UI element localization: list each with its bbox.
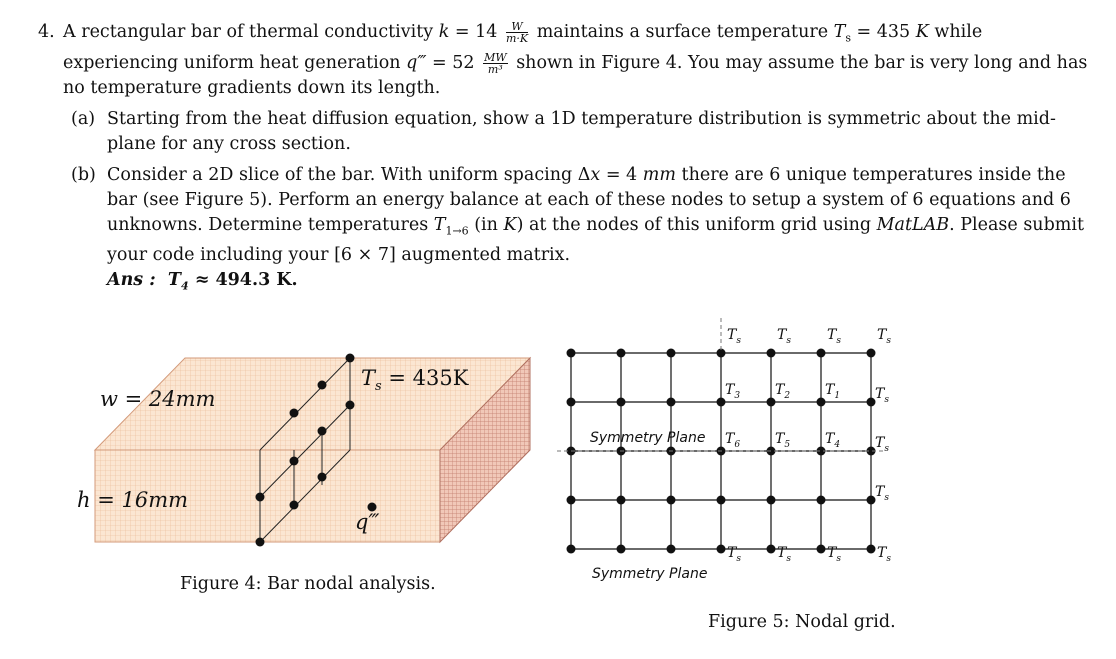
- answer-sub: 4: [180, 279, 189, 293]
- problem-number: 4.: [38, 22, 55, 42]
- text-segment: mm: [642, 164, 676, 185]
- text-segment: K: [503, 214, 517, 235]
- ts-label-var: T: [877, 327, 887, 343]
- fraction-denominator: m³: [487, 62, 503, 76]
- ts-label-sub: s: [786, 335, 791, 346]
- ts-label-sub: s: [836, 553, 841, 564]
- text-segment: = 435: [850, 22, 916, 42]
- ts-label-var: T: [875, 484, 885, 500]
- ts-label-var: T: [827, 545, 837, 561]
- grid-node: [667, 496, 676, 505]
- ts-label-sub: s: [886, 335, 891, 346]
- node-label-var: T: [825, 431, 835, 447]
- node-label-T6: [725, 431, 740, 450]
- ts-label-sub: s: [884, 394, 889, 405]
- fraction-numerator: W: [506, 21, 528, 33]
- node-label-T3: [725, 382, 740, 401]
- text-segment: k: [438, 22, 450, 42]
- ts-label-sub: s: [886, 553, 891, 564]
- ts-boundary-label: [877, 327, 891, 346]
- grid-node: [617, 349, 626, 358]
- part-b-label: (b): [71, 164, 96, 185]
- node-label-var: T: [775, 382, 785, 398]
- ts-boundary-label: [777, 545, 791, 564]
- h-label: h = 16mm: [77, 488, 189, 512]
- problem-intro: [63, 20, 1098, 101]
- ts-label-var: T: [777, 545, 787, 561]
- fraction-numerator: MW: [484, 50, 507, 64]
- text-segment: ) at the nodes of this uniform grid using: [516, 214, 877, 235]
- grid-node: [767, 496, 776, 505]
- node-label-var: T: [775, 431, 785, 447]
- grid-node: [867, 349, 876, 358]
- grid-node: [867, 545, 876, 554]
- ts-label-sub: s: [884, 492, 889, 503]
- ts-label-var: T: [727, 545, 737, 561]
- text-segment: Consider a 2D slice of the bar. With uniform spacing Δ: [107, 164, 591, 185]
- text-segment: = 52: [426, 52, 481, 73]
- text-segment: T: [833, 22, 846, 42]
- node-label-sub: 4: [834, 439, 841, 450]
- ts-label-var: T: [875, 435, 885, 451]
- text-segment: while experiencing uniform heat generation: [63, 22, 983, 73]
- text-segment: [483, 52, 508, 75]
- text-segment: 1→6: [445, 224, 469, 237]
- node-label-sub: 1: [834, 390, 841, 401]
- grid-node: [567, 545, 576, 554]
- ts-label-var: T: [877, 545, 887, 561]
- ts-label-sub: s: [836, 335, 841, 346]
- ts-label-var: T: [727, 327, 737, 343]
- node-label-sub: 6: [734, 439, 741, 450]
- ts-boundary-label: [727, 327, 741, 346]
- w-label: w = 24mm: [100, 387, 216, 411]
- answer: [107, 268, 1098, 299]
- grid-node: [717, 545, 726, 554]
- ts-label-sub: s: [884, 443, 889, 454]
- figure-4-caption: Figure 4: Bar nodal analysis.: [180, 574, 436, 594]
- grid-node: [817, 545, 826, 554]
- part-b-text: [107, 165, 1084, 266]
- node-label-var: T: [725, 431, 735, 447]
- text-segment: K: [915, 22, 929, 42]
- text-segment: MatLAB: [876, 214, 950, 235]
- text-segment: = 4: [600, 164, 643, 185]
- grid-node: [617, 398, 626, 407]
- ts-boundary-label: [827, 545, 841, 564]
- symmetry-plane-label: Symmetry Plane: [590, 430, 706, 446]
- ts-boundary-label: [727, 545, 741, 564]
- ts-label: [361, 366, 468, 394]
- part-a: [71, 107, 1098, 157]
- ts-boundary-label: [875, 435, 889, 454]
- text-segment: T: [433, 214, 446, 235]
- q-label: q‴: [355, 510, 380, 534]
- ts-label-sub: s: [736, 553, 741, 564]
- node-label-T2: [775, 382, 790, 401]
- ts-boundary-label: [877, 545, 891, 564]
- answer-var: T: [167, 270, 181, 290]
- ts-value: = 435K: [381, 366, 469, 390]
- node-label-sub: 5: [784, 439, 791, 450]
- text-segment: [506, 21, 528, 44]
- grid-node: [667, 398, 676, 407]
- grid-node: [567, 398, 576, 407]
- node-label-var: T: [825, 382, 835, 398]
- text-segment: there are 6 unique temperatures inside the bar (see Figure 5). Perform an energy balance at each of these nodes to setup a system of 6 equations and 6 unknowns. Determine temperatures: [107, 164, 1071, 235]
- text-segment: shown in Figure 4. You may assume the bar is very long and has no temperature gradients down its length.: [63, 52, 1088, 98]
- answer-value: ≈ 494.3 K.: [194, 270, 298, 290]
- grid-node: [767, 349, 776, 358]
- text-segment: = 14: [449, 22, 503, 42]
- grid-node: [817, 496, 826, 505]
- ts-label-sub: s: [786, 553, 791, 564]
- grid-node: [667, 349, 676, 358]
- figure-5-caption: Figure 5: Nodal grid.: [708, 612, 896, 632]
- ts-boundary-label: [875, 484, 889, 503]
- ts-label-var: T: [875, 386, 885, 402]
- node-label-sub: 2: [784, 390, 791, 401]
- grid-node: [617, 545, 626, 554]
- node-label-var: T: [725, 382, 735, 398]
- text-segment: . Please submit your code including your [6 × 7] augmented matrix.: [107, 214, 1085, 265]
- grid-node: [667, 545, 676, 554]
- symmetry-plane-label: Symmetry Plane: [592, 566, 708, 582]
- answer-prefix: Ans :: [107, 270, 156, 290]
- node-label-T1: [825, 382, 840, 401]
- text-segment: maintains a surface temperature: [531, 22, 834, 42]
- text-segment: A rectangular bar of thermal conductivity: [63, 22, 439, 42]
- grid-node: [567, 349, 576, 358]
- grid-node: [617, 496, 626, 505]
- part-a-text: Starting from the heat diffusion equation, show a 1D temperature distribution is symmetric about the mid-plane for any cross section.: [107, 108, 1056, 154]
- grid-node: [817, 349, 826, 358]
- grid-node: [767, 545, 776, 554]
- node-label-sub: 3: [734, 390, 741, 401]
- text-segment: x: [590, 164, 601, 185]
- fraction-denominator: m·K: [505, 32, 529, 45]
- grid-node: [567, 496, 576, 505]
- problem-4: [38, 20, 1098, 299]
- ts-label-var: T: [777, 327, 787, 343]
- ts-boundary-label: [875, 386, 889, 405]
- ts-boundary-label: [777, 327, 791, 346]
- ts-label-sub: s: [736, 335, 741, 346]
- text-segment: (in: [468, 214, 504, 235]
- text-segment: q‴: [406, 52, 427, 73]
- node-label-T4: [825, 431, 840, 450]
- ts-var: T: [361, 366, 376, 390]
- node-label-T5: [775, 431, 790, 450]
- ts-label-var: T: [827, 327, 837, 343]
- ts-sub: s: [375, 379, 382, 395]
- grid-node: [717, 496, 726, 505]
- text-segment: s: [845, 31, 851, 45]
- ts-boundary-label: [827, 327, 841, 346]
- part-b: [71, 163, 1098, 299]
- part-a-label: (a): [71, 108, 96, 129]
